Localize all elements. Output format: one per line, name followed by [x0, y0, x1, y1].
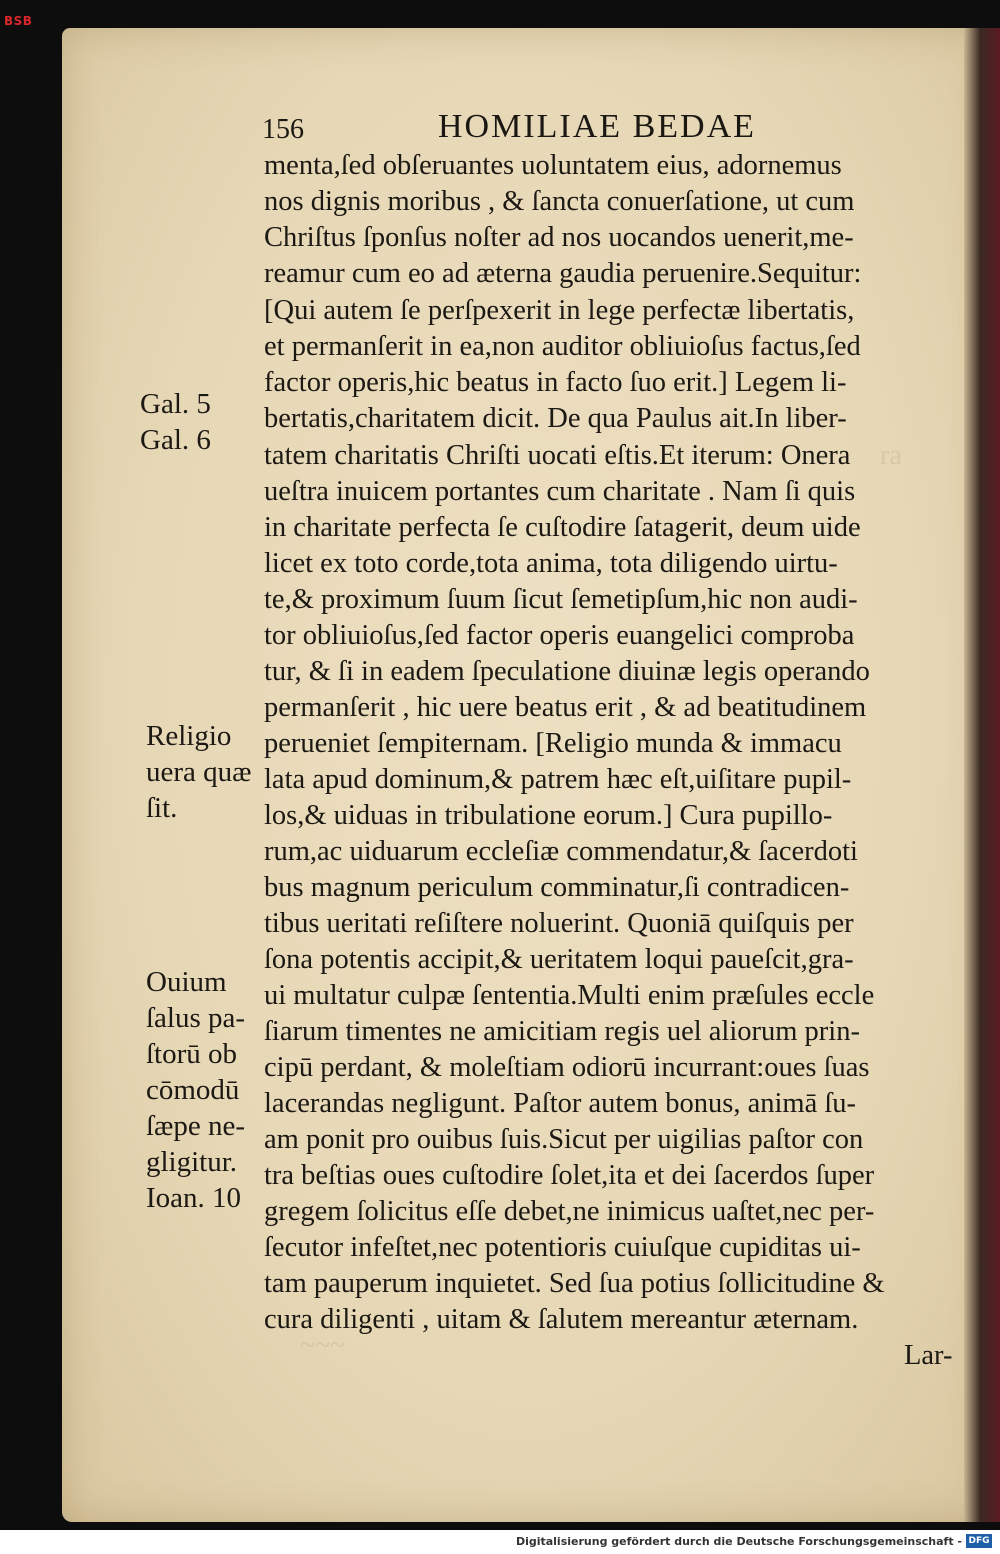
marginal-note-ouium: ſalus pa- [146, 1002, 246, 1034]
text-line: menta,ſed obſeruantes uoluntatem eius, adornemus [264, 150, 842, 181]
page-number: 156 [262, 114, 304, 145]
digitization-footer [0, 1530, 1000, 1554]
text-line: cura diligenti , uitam & ſalutem mereantur æternam. [264, 1304, 859, 1335]
dfg-logo: DFG [966, 1534, 992, 1548]
text-line: am ponit pro ouibus ſuis.Sicut per uigilias paſtor con [264, 1124, 864, 1155]
marginal-note-ouium: ſæpe ne- [146, 1110, 246, 1142]
text-line: [Qui autem ſe perſpexerit in lege perfectæ libertatis, [264, 295, 855, 326]
marginal-reference-ioan: Ioan. 10 [146, 1182, 242, 1214]
marginal-note-religio: uera quæ [146, 756, 252, 788]
text-line: tur, & ſi in eadem ſpeculatione diuinæ legis operando [264, 656, 870, 687]
text-line: nos dignis moribus , & ſancta conuerſatione, ut cum [264, 186, 855, 217]
library-mark: BSB [4, 14, 33, 28]
text-line: bus magnum periculum comminatur,ſi contradicen- [264, 872, 850, 903]
marginal-note-ouium: gligitur. [146, 1146, 238, 1178]
text-line: lacerandas negligunt. Paſtor autem bonus, animā ſu- [264, 1088, 857, 1119]
text-line: Chriſtus ſponſus noſter ad nos uocandos uenerit,me- [264, 222, 854, 253]
text-line: ſiarum timentes ne amicitiam regis uel aliorum prin- [264, 1016, 860, 1047]
show-through-text: ~~~ [300, 1330, 346, 1361]
text-line: lata apud dominum,& patrem hæc eſt,uiſitare pupil- [264, 764, 852, 795]
catchword: Lar- [904, 1340, 953, 1371]
marginal-note-religio: ſit. [146, 792, 178, 824]
text-line: te,& proximum ſuum ſicut ſemetipſum,hic non audi- [264, 584, 858, 615]
text-line: et permanſerit in ea,non auditor obliuioſus factus,ſed [264, 331, 861, 362]
marginal-note-religio: Religio [146, 720, 232, 752]
text-line: tra beſtias oues cuſtodire ſolet,ita et dei ſacerdos ſuper [264, 1160, 875, 1191]
text-line: reamur cum eo ad æterna gaudia peruenire.Sequitur: [264, 258, 862, 289]
text-line: in charitate perfecta ſe cuſtodire ſatagerit, deum uide [264, 512, 861, 543]
marginal-note-ouium: cōmodū [146, 1074, 240, 1106]
text-line: ſecutor infeſtet,nec potentioris cuiuſque cupiditas ui- [264, 1232, 861, 1263]
marginal-reference-gal5: Gal. 5 [140, 388, 211, 420]
text-line: gregem ſolicitus eſſe debet,ne inimicus uaſtet,nec per- [264, 1196, 875, 1227]
text-line: tibus ueritati reſiſtere noluerint. Quoniā quiſquis per [264, 908, 854, 939]
page-gutter [964, 28, 1000, 1522]
text-line: bertatis,charitatem dicit. De qua Paulus ait.In liber- [264, 403, 847, 434]
show-through-text: ra [880, 440, 902, 471]
text-line: ui multatur culpæ ſententia.Multi enim præſules eccle [264, 980, 875, 1011]
text-line: tam pauperum inquietet. Sed ſua potius ſollicitudine & [264, 1268, 885, 1299]
text-line: los,& uiduas in tribulatione eorum.] Cura pupillo- [264, 800, 833, 831]
text-line: tatem charitatis Chriſti uocati eſtis.Et iterum: Onera [264, 440, 851, 471]
text-line: permanſerit , hic uere beatus erit , & ad beatitudinem [264, 692, 867, 723]
funding-credit: Digitalisierung gefördert durch die Deutsche Forschungsgemeinschaft - [515, 1535, 962, 1548]
text-line: tor obliuioſus,ſed factor operis euangelici comproba [264, 620, 855, 651]
text-line: ueſtra inuicem portantes cum charitate . Nam ſi quis [264, 476, 856, 507]
page-header [262, 108, 822, 152]
text-line: factor operis,hic beatus in facto ſuo erit.] Legem li- [264, 367, 847, 398]
marginal-reference-gal6: Gal. 6 [140, 424, 211, 456]
text-line: cipū perdant, & moleſtiam odiorū incurrant:oues ſuas [264, 1052, 870, 1083]
text-line: licet ex toto corde,tota anima, tota diligendo uirtu- [264, 548, 838, 579]
text-line: rum,ac uiduarum eccleſiæ commendatur,& ſacerdoti [264, 836, 858, 867]
text-line: ſona potentis accipit,& ueritatem loqui paueſcit,gra- [264, 944, 854, 975]
marginal-note-ouium: Ouium [146, 966, 227, 998]
running-title: HOMILIAE BEDAE [438, 108, 756, 145]
text-line: perueniet ſempiternam. [Religio munda & immacu [264, 728, 842, 759]
marginal-note-ouium: ſtorū ob [146, 1038, 238, 1070]
